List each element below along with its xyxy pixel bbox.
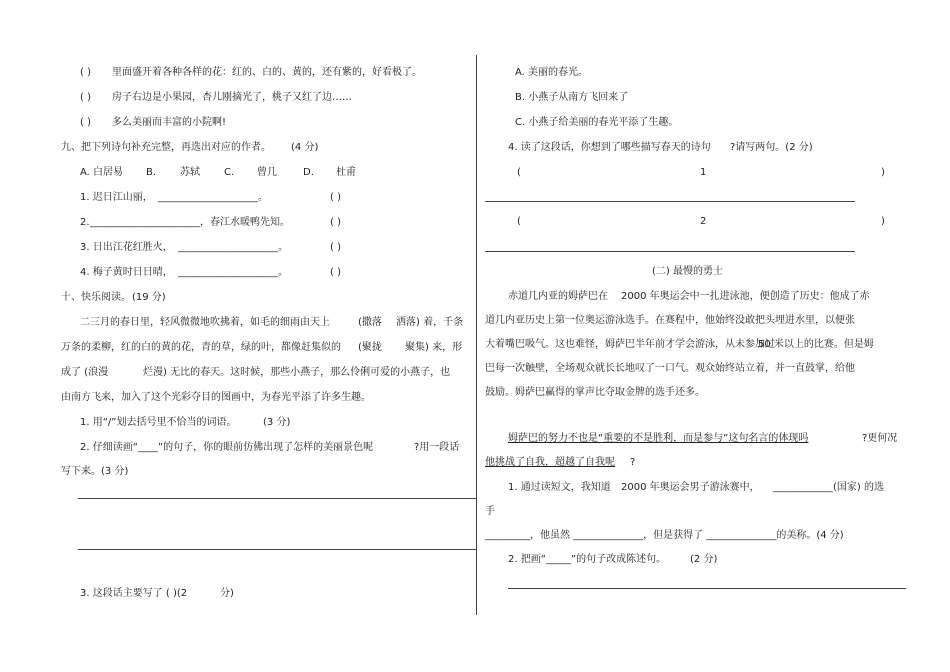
option-paren: ( ) bbox=[80, 92, 91, 103]
poem-item: 3. 日出江花红胜火， bbox=[80, 242, 173, 253]
story-line: 道几内亚历史上第一位奥运游泳选手。在赛程中，他始终没敢把头埋进水里，以便张 bbox=[485, 315, 855, 326]
section-10-title: 十、快乐阅读。 bbox=[61, 292, 131, 303]
choice-c: C. 小燕子给美丽的春光平添了生趣。 bbox=[515, 117, 679, 128]
section-9-score: (4 分) bbox=[291, 142, 319, 153]
poem-item: 4. 梅子黄时日日晴， bbox=[80, 267, 173, 278]
story-line: 赤道几内亚的姆萨巴在 bbox=[508, 291, 608, 302]
passage-line: 由南方飞来，加入了这个光彩夺目的图画中，为春光平添了许多生趣。 bbox=[61, 392, 371, 403]
story-question-2: 2. 把画“_____”的句子改成陈述句。 bbox=[508, 554, 667, 565]
passage-line: 洒落) 着，千条 bbox=[396, 317, 464, 328]
option-paren: ( ) bbox=[80, 67, 91, 78]
passage-line: 聚集) 来，形 bbox=[405, 342, 463, 353]
author-option: D. bbox=[303, 167, 314, 178]
answer-line[interactable] bbox=[78, 498, 476, 499]
author-option: B. bbox=[146, 167, 157, 178]
word-choice: (聚拢 bbox=[358, 342, 382, 353]
author-option: C. bbox=[224, 167, 235, 178]
author-option: A. 白居易 bbox=[80, 167, 124, 178]
story-title: (二) 最慢的勇士 bbox=[652, 266, 723, 277]
poem-blank[interactable]: ____________________。 bbox=[158, 192, 268, 203]
option-text: 房子右边是小果园，杏儿刚摘光了，桃子又红了边…… bbox=[112, 92, 352, 103]
question-4: 4. 读了这段话，你想到了哪些描写春天的诗句 bbox=[508, 142, 711, 153]
poem-blank[interactable]: ____________________。 bbox=[178, 242, 288, 253]
answer-line[interactable] bbox=[485, 201, 855, 202]
story-question-1: 1. 通过读短文，我知道 bbox=[508, 482, 611, 493]
story-line: 50 米以上的比赛。但是姆 bbox=[758, 339, 874, 350]
question-2-tail: ?用一段话 bbox=[414, 442, 460, 453]
choice-a: A. 美丽的春光。 bbox=[515, 67, 589, 78]
answer-line[interactable] bbox=[485, 251, 855, 252]
option-text: 多么美丽而丰富的小院啊! bbox=[112, 117, 227, 128]
question-4-tail: ?请写两句。(2 分) bbox=[730, 142, 813, 153]
author-option: 苏轼 bbox=[180, 167, 200, 178]
word-choice: (撒落 bbox=[358, 317, 382, 328]
question-3: 3. 这段话主要写了 ( )(2 bbox=[80, 588, 188, 599]
author-answer[interactable]: ( ) bbox=[330, 267, 341, 278]
story-line: 鼓励。姆萨巴赢得的掌声比夺取金牌的选手还多。 bbox=[485, 387, 705, 398]
poem-blank[interactable]: ____________________。 bbox=[178, 267, 288, 278]
question-2-line2: 写下来。(3 分) bbox=[61, 466, 129, 477]
answer-line[interactable] bbox=[508, 588, 906, 589]
poem-blank[interactable]: ______________________，春江水暖鸭先知。 bbox=[90, 217, 290, 228]
author-answer[interactable]: ( ) bbox=[330, 217, 341, 228]
poem-row-open: ( bbox=[517, 167, 521, 178]
poem-row-num: 2 bbox=[700, 216, 707, 227]
story-line: 巴每一次触壁，全场观众就长长地叹了一口气。观众始终站立着，并一直鼓掌，给他 bbox=[485, 363, 855, 374]
author-option: 曾几 bbox=[257, 167, 277, 178]
question-3-score: 分) bbox=[220, 588, 234, 599]
underlined-sentence: 他挑战了自我，超越了自我呢 bbox=[485, 457, 615, 468]
story-question-1: 手 bbox=[485, 506, 495, 517]
story-question-2-score: (2 分) bbox=[690, 554, 718, 565]
author-option: 杜甫 bbox=[336, 167, 356, 178]
choice-b: B. 小燕子从南方飞回来了 bbox=[515, 92, 629, 103]
story-line: 2000 年奥运会中一扎进泳池，便创造了历史：他成了赤 bbox=[621, 291, 870, 302]
poem-row-open: ( bbox=[517, 216, 521, 227]
underlined-sentence: 姆萨巴的努力不也是“重要的不是胜利，而是参与”这句名言的体现吗 bbox=[508, 433, 809, 444]
underlined-sentence-tail: ?更何况 bbox=[862, 433, 898, 444]
question-1-score: (3 分) bbox=[263, 417, 291, 428]
story-question-1-blanks[interactable]: _________，他虽然 ______________，但是获得了 ______________的美称。(4 分) bbox=[485, 530, 844, 541]
passage-line: 成了 (浪漫 bbox=[61, 367, 109, 378]
country-blank[interactable]: ____________(国家) 的选 bbox=[773, 482, 884, 493]
passage-line: 二三月的春日里，轻风微微地吹拂着，如毛的细雨由天上 bbox=[80, 317, 330, 328]
author-answer[interactable]: ( ) bbox=[330, 242, 341, 253]
story-question-1: 2000 年奥运会男子游泳赛中， bbox=[621, 482, 760, 493]
question-2: 2. 仔细读画“____”的句子，你的眼前仿佛出现了怎样的美丽景色呢 bbox=[80, 442, 374, 453]
passage-line: 万条的柔柳，红的白的黄的花，青的草，绿的叶，都像赶集似的 bbox=[61, 342, 341, 353]
underlined-sentence-tail: ? bbox=[630, 457, 636, 468]
story-line: 大着嘴巴吸气。这也难怪，姆萨巴半年前才学会游泳，从未参加过 bbox=[485, 339, 775, 350]
passage-line: 烂漫) 无比的春天。这时候，那些小燕子，那么伶俐可爱的小燕子，也 bbox=[143, 367, 451, 378]
poem-item: 1. 迟日江山丽， bbox=[80, 192, 153, 203]
section-10-score: (19 分) bbox=[132, 292, 166, 303]
poem-item: 2. bbox=[80, 217, 90, 228]
poem-row-close: ) bbox=[881, 167, 885, 178]
poem-row-close: ) bbox=[881, 216, 885, 227]
option-paren: ( ) bbox=[80, 117, 91, 128]
question-1: 1. 用“/”划去括号里不恰当的词语。 bbox=[80, 417, 237, 428]
option-text: 里面盛开着各种各样的花：红的、白的、黄的，还有紫的，好看极了。 bbox=[112, 67, 422, 78]
author-answer[interactable]: ( ) bbox=[330, 192, 341, 203]
column-divider bbox=[476, 55, 477, 615]
section-9-title: 九、把下列诗句补充完整，再选出对应的作者。 bbox=[61, 142, 271, 153]
answer-line[interactable] bbox=[78, 549, 476, 550]
poem-row-num: 1 bbox=[700, 167, 707, 178]
